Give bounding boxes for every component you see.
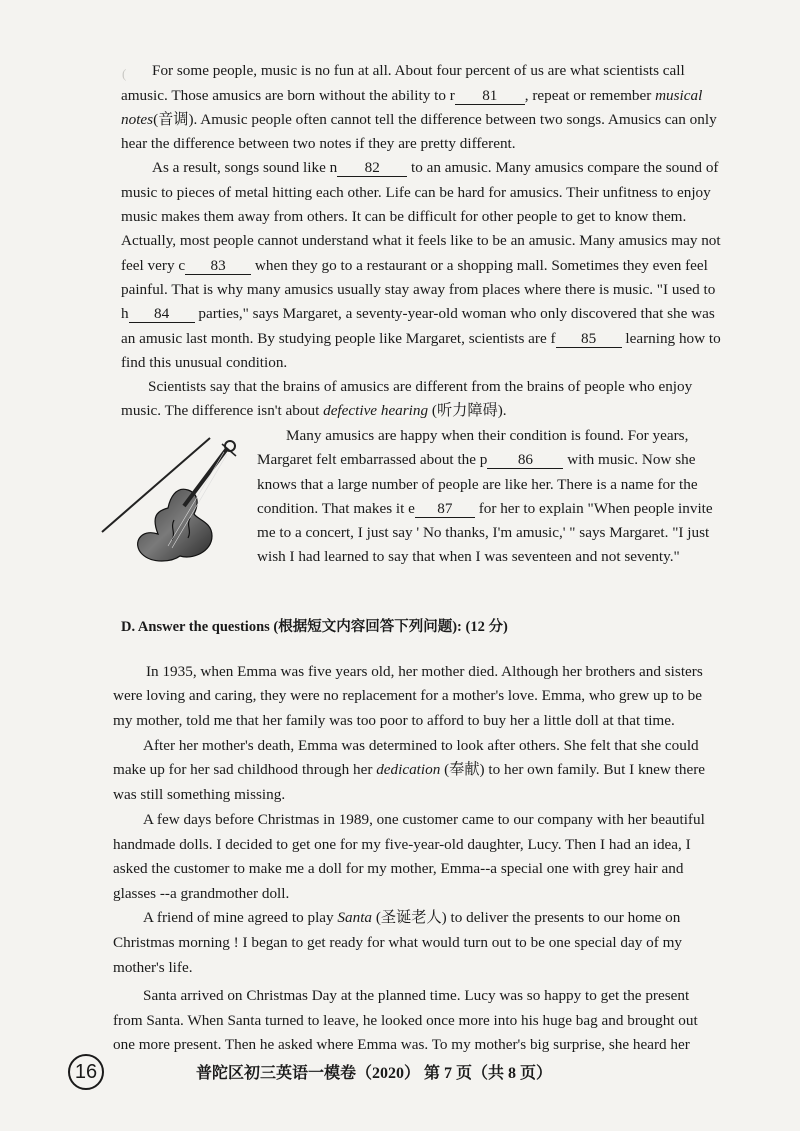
blank-82[interactable]: 82 bbox=[337, 160, 407, 177]
text-span: condition. That makes it e bbox=[257, 500, 415, 517]
italic-term: notes bbox=[121, 111, 154, 128]
blank-85[interactable]: 85 bbox=[556, 331, 622, 348]
text-line bbox=[121, 329, 721, 349]
text-line: asked the customer to make me a doll for my mother, Emma--a special one with grey hair and bbox=[113, 860, 684, 877]
page-badge: 16 bbox=[68, 1054, 104, 1090]
text-line bbox=[257, 499, 713, 519]
text-line: one more present. Then he asked where Emma was. To my mother's big surprise, she heard her bbox=[113, 1036, 690, 1053]
italic-term: musical bbox=[655, 87, 703, 104]
text-span: with music. Now she bbox=[567, 451, 696, 468]
blank-86[interactable]: 86 bbox=[487, 452, 563, 469]
text-line bbox=[143, 908, 680, 928]
text-line bbox=[121, 110, 717, 130]
text-span: (音调). Amusic people often cannot tell the difference between two songs. Amusics can only bbox=[153, 111, 717, 128]
text-line: knows that a large number of people are like her. There is a name for the bbox=[257, 476, 698, 493]
text-line bbox=[121, 86, 702, 106]
text-span: (圣诞老人) to deliver the presents to our home on bbox=[375, 909, 681, 926]
blank-81[interactable]: 81 bbox=[455, 88, 525, 105]
italic-term: Santa bbox=[337, 909, 373, 926]
text-line: was still something missing. bbox=[113, 786, 286, 803]
text-span: , repeat or remember bbox=[524, 87, 652, 104]
text-line bbox=[257, 450, 695, 470]
text-span: music. The difference isn't about bbox=[121, 402, 320, 419]
text-line: Scientists say that the brains of amusics are different from the brains of people who enjoy bbox=[148, 378, 693, 395]
violin-illustration bbox=[100, 436, 250, 568]
text-span: feel very c bbox=[121, 257, 186, 274]
text-line: music makes them away from others. It can be difficult for other people to get to know them. bbox=[121, 208, 687, 225]
bleed-through-mark: ( bbox=[122, 66, 127, 81]
text-line: After her mother's death, Emma was determined to look after others. She felt that she could bbox=[143, 737, 699, 754]
text-line bbox=[113, 760, 705, 780]
blank-84[interactable]: 84 bbox=[129, 306, 195, 323]
text-line: my mother, told me that her family was too poor to afford to buy her a little doll at that time. bbox=[113, 712, 675, 729]
text-line bbox=[121, 256, 708, 276]
text-span: amusic. Those amusics are born without the ability to r bbox=[121, 87, 455, 104]
italic-term: defective hearing bbox=[323, 402, 429, 419]
page-footer: 普陀区初三英语一模卷（2020） 第 7 页（共 8 页） bbox=[196, 1065, 553, 1082]
text-line: Actually, most people cannot understand what it feels like to be an amusic. Many amusics may not bbox=[121, 232, 721, 249]
text-span: parties," says Margaret, a seventy-year-old woman who only discovered that she was bbox=[198, 305, 715, 322]
text-line: handmade dolls. I decided to get one for my five-year-old daughter, Lucy. Then I had an idea, I bbox=[113, 836, 691, 853]
text-line: from Santa. When Santa turned to leave, he looked once more into his huge bag and brought out bbox=[113, 1012, 698, 1029]
text-span: when they go to a restaurant or a shopping mall. Sometimes they even feel bbox=[254, 257, 708, 274]
text-line: A few days before Christmas in 1989, one customer came to our company with her beautiful bbox=[143, 811, 705, 828]
text-line: me to a concert, I just say ' No thanks, I'm amusic,' " says Margaret. "I just bbox=[257, 524, 710, 541]
text-line: Many amusics are happy when their condition is found. For years, bbox=[286, 427, 689, 444]
text-span: make up for her sad childhood through her bbox=[113, 761, 373, 778]
text-line bbox=[121, 304, 715, 324]
text-line: music to pieces of metal hitting each other. Life can be hard for amusics. Their unfitness to enjoy bbox=[121, 184, 711, 201]
text-line: For some people, music is no fun at all. About four percent of us are what scientists call bbox=[152, 62, 685, 79]
text-span: an amusic last month. By studying people like Margaret, scientists are f bbox=[121, 330, 556, 347]
text-span: A friend of mine agreed to play bbox=[143, 909, 334, 926]
section-heading: D. Answer the questions (根据短文内容回答下列问题): (12 分) bbox=[121, 619, 508, 635]
text-line: glasses --a grandmother doll. bbox=[113, 885, 290, 902]
italic-term: dedication bbox=[376, 761, 441, 778]
text-line: painful. That is why many amusics usually stay away from places where there is music. "I used to bbox=[121, 281, 716, 298]
text-line: hear the difference between two notes if they are pretty different. bbox=[121, 135, 516, 152]
text-line bbox=[152, 158, 718, 178]
text-line: wish I had learned to say that when I was seventeen and not seventy." bbox=[257, 548, 680, 565]
text-line: Santa arrived on Christmas Day at the planned time. Lucy was so happy to get the present bbox=[143, 987, 690, 1004]
text-span: learning how to bbox=[625, 330, 721, 347]
text-span: to an amusic. Many amusics compare the sound of bbox=[411, 159, 719, 176]
text-span: As a result, songs sound like n bbox=[152, 159, 338, 176]
text-line: were loving and caring, they were no replacement for a mother's love. Emma, who grew up to be bbox=[113, 687, 702, 704]
blank-87[interactable]: 87 bbox=[415, 501, 475, 518]
text-span: (奉献) to her own family. But I knew there bbox=[444, 761, 706, 778]
text-span: for her to explain "When people invite bbox=[478, 500, 713, 517]
text-line: mother's life. bbox=[113, 959, 193, 976]
text-line: Christmas morning ! I began to get ready for what would turn out to be one special day of my bbox=[113, 934, 682, 951]
text-line bbox=[121, 401, 507, 421]
text-span: h bbox=[121, 305, 129, 322]
blank-83[interactable]: 83 bbox=[185, 258, 251, 275]
text-span: (听力障碍). bbox=[431, 402, 507, 419]
text-line: In 1935, when Emma was five years old, her mother died. Although her brothers and sisters bbox=[146, 663, 703, 680]
text-line: find this unusual condition. bbox=[121, 354, 288, 371]
text-span: Margaret felt embarrassed about the p bbox=[257, 451, 488, 468]
